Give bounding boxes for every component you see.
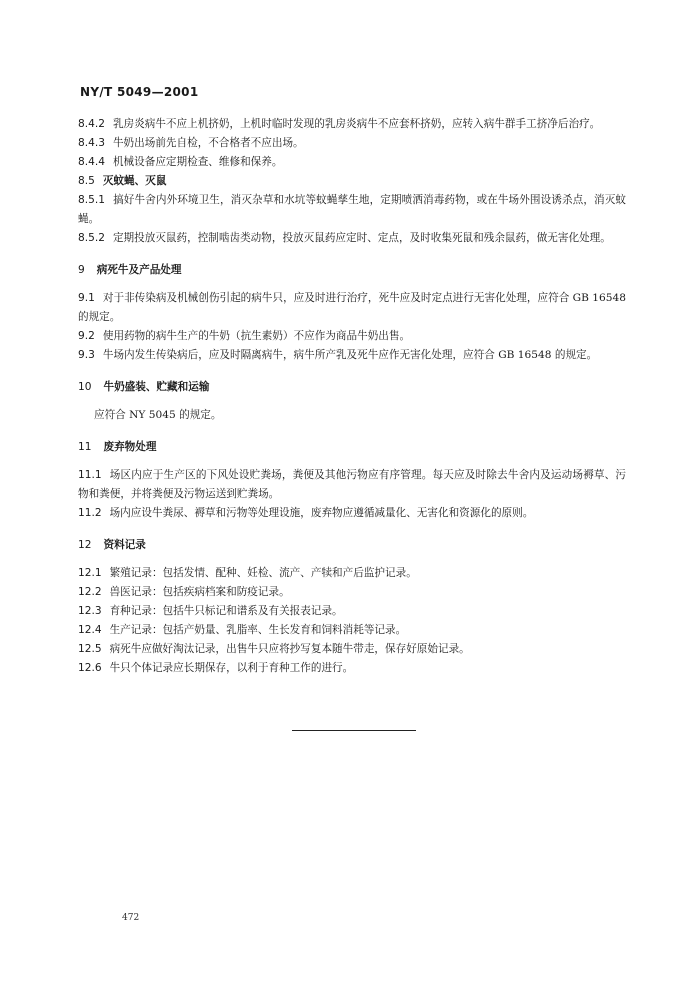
clause-text: 定期投放灭鼠药，控制啮齿类动物，投放灭鼠药应定时、定点，及时收集死鼠和残余鼠药，做无害化处理。 [112,232,611,244]
clause-text: 生产记录：包括产奶量、乳脂率、生长发育和饲料消耗等记录。 [109,624,407,636]
clause-9-1 [78,289,626,327]
clause-text: 繁殖记录：包括发情、配种、妊检、流产、产犊和产后监护记录。 [109,567,417,579]
clause-12-6 [78,659,626,678]
section-number: 12 [78,539,92,551]
section-heading-12 [78,536,626,555]
clause-text: 搞好牛舍内外环境卫生，消灭杂草和水坑等蚊蝇孳生地，定期喷洒消毒药物，或在牛场外围设诱杀点，消灭蚊蝇。 [78,194,626,225]
clause-8-5-2 [78,229,626,248]
clause-11-2 [78,504,626,523]
clause-number: 12.4 [78,624,102,636]
page-number: 472 [122,913,140,923]
clause-number: 11.2 [78,507,102,519]
clause-number: 8.4.3 [78,137,105,149]
clause-8-4-3 [78,134,626,153]
clause-text: 牛奶出场前先自检，不合格者不应出场。 [112,137,304,149]
clause-9-2 [78,327,626,346]
section-title: 牛奶盛装、贮藏和运输 [103,381,210,393]
clause-12-5 [78,640,626,659]
clause-text: 使用药物的病牛生产的牛奶（抗生素奶）不应作为商品牛奶出售。 [102,330,411,342]
clause-11-1 [78,466,626,504]
clause-number: 8.4.2 [78,118,105,130]
clause-number: 8.5.2 [78,232,105,244]
clause-text: 牛只个体记录应长期保存，以利于育种工作的进行。 [109,662,354,674]
document-body [78,115,626,678]
clause-number: 9.1 [78,292,95,304]
clause-text: 牛场内发生传染病后，应及时隔离病牛，病牛所产乳及死牛应作无害化处理，应符合 GB 16548 的规定。 [102,349,598,361]
section-heading-10 [78,378,626,397]
clause-number: 9.3 [78,349,95,361]
end-divider [292,730,416,731]
clause-number: 12.5 [78,643,102,655]
section-number: 10 [78,381,92,393]
section-10-text [78,406,626,425]
clause-number: 12.3 [78,605,102,617]
standard-code: NY/T 5049—2001 [80,85,199,99]
clause-number: 12.6 [78,662,102,674]
clause-number: 9.2 [78,330,95,342]
clause-text: 兽医记录：包括疾病档案和防疫记录。 [109,586,290,598]
clause-text: 育种记录：包括牛只标记和谱系及有关报表记录。 [109,605,343,617]
clause-12-1 [78,564,626,583]
clause-text: 场内应设牛粪尿、褥草和污物等处理设施，废弃物应遵循减量化、无害化和资源化的原则。 [109,507,534,519]
clause-9-3 [78,346,626,365]
section-number: 11 [78,441,92,453]
section-number: 9 [78,264,85,276]
subsection-title: 灭蚊蝇、灭鼠 [102,175,167,187]
clause-8-5-1 [78,191,626,229]
section-title: 废弃物处理 [103,441,157,453]
clause-12-3 [78,602,626,621]
clause-12-2 [78,583,626,602]
clause-number: 12.1 [78,567,102,579]
section-title: 资料记录 [103,539,146,551]
clause-number: 12.2 [78,586,102,598]
clause-text: 病死牛应做好淘汰记录，出售牛只应将抄写复本随牛带走，保存好原始记录。 [109,643,470,655]
clause-text: 机械设备应定期检查、维修和保养。 [112,156,283,168]
clause-number: 11.1 [78,469,102,481]
section-title: 病死牛及产品处理 [96,264,182,276]
section-heading-11 [78,438,626,457]
clause-text: 乳房炎病牛不应上机挤奶，上机时临时发现的乳房炎病牛不应套杯挤奶，应转入病牛群手工挤净后治疗。 [112,118,601,130]
subsection-8-5 [78,172,626,191]
clause-8-4-2 [78,115,626,134]
clause-8-4-4 [78,153,626,172]
clause-12-4 [78,621,626,640]
subsection-number: 8.5 [78,175,95,187]
clause-text: 对于非传染病及机械创伤引起的病牛只，应及时进行治疗，死牛应及时定点进行无害化处理，应符合 GB 16548 的规定。 [78,292,626,323]
clause-number: 8.5.1 [78,194,105,206]
clause-text: 场区内应于生产区的下风处设贮粪场，粪便及其他污物应有序管理。每天应及时除去牛舍内及运动场褥草、污物和粪便，并将粪便及污物运送到贮粪场。 [78,469,626,500]
clause-number: 8.4.4 [78,156,105,168]
clause-text: 应符合 NY 5045 的规定。 [94,409,222,421]
section-heading-9 [78,261,626,280]
